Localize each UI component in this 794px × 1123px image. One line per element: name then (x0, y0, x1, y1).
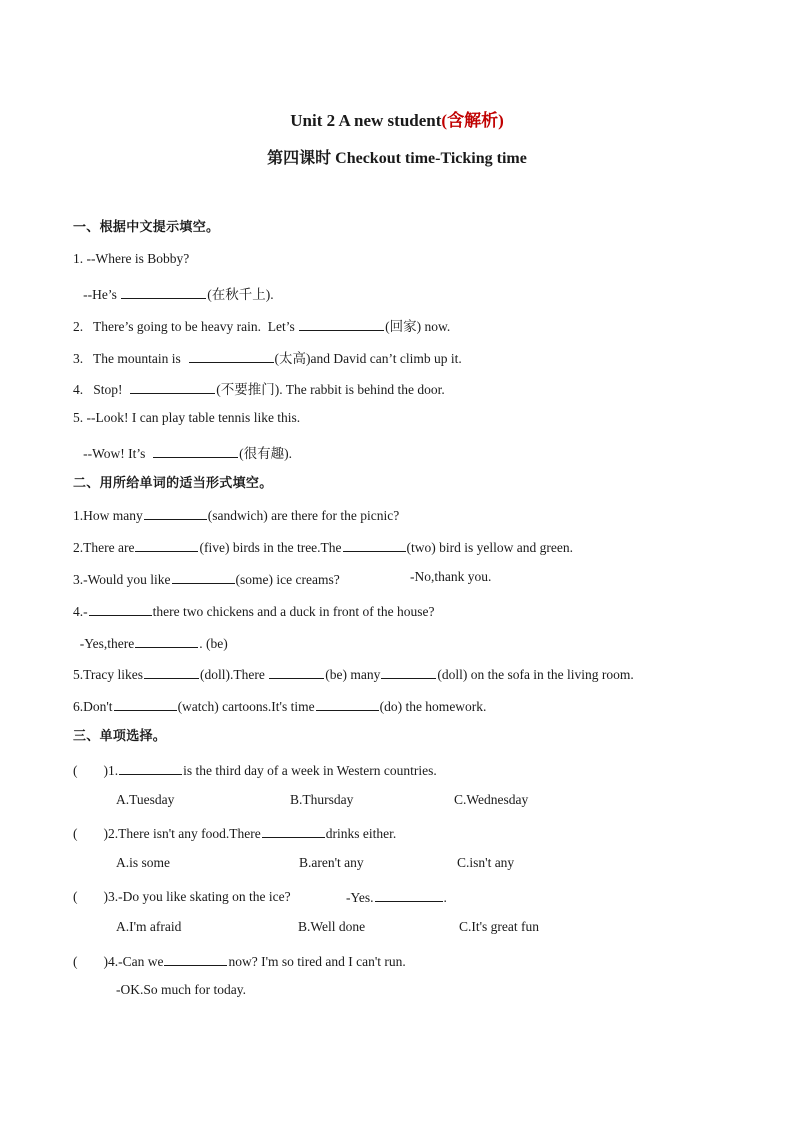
s3-q2 (73, 823, 396, 842)
answer-blank[interactable] (119, 760, 182, 775)
s2-q4-prefix: 4.- (73, 604, 88, 619)
section-3-heading: 三、单项选择。 (73, 729, 167, 744)
answer-paren-open: ( (73, 889, 78, 904)
answer-paren-open: ( (73, 954, 78, 969)
s2-q5-mid2: (be) many (325, 667, 381, 682)
s2-q3 (73, 569, 340, 588)
s3-q3 (73, 887, 291, 905)
s3-q3-prefix: )3.-Do you like skating on the ice? (103, 889, 291, 904)
s1-q5-prefix: --Wow! It’s (73, 446, 153, 461)
s3-q4-suffix: now? I'm so tired and I can't run. (228, 954, 406, 969)
s2-q2-suffix: (two) bird is yellow and green. (406, 540, 574, 555)
s2-q6-middle: (watch) cartoons.It's time (177, 699, 315, 714)
s2-q1 (73, 505, 399, 524)
answer-slot[interactable] (79, 761, 103, 775)
s3-q3-reply-prefix: -Yes. (346, 890, 374, 905)
answer-blank[interactable] (164, 951, 227, 966)
answer-paren-open: ( (73, 826, 78, 841)
s3-q2-option-c: C.isn't any (457, 855, 515, 870)
s3-q2-prefix: )2.There isn't any food.There (103, 826, 261, 841)
s2-q3-answer: -No,thank you. (410, 569, 492, 584)
s2-q6-suffix: (do) the homework. (379, 699, 487, 714)
s3-q1-option-b: B.Thursday (290, 792, 354, 807)
s3-q4-prefix: )4.-Can we (103, 954, 164, 969)
answer-blank[interactable] (343, 537, 406, 552)
title-text: Unit 2 A new student (290, 111, 442, 130)
s1-q1-hint: (在秋千上). (207, 287, 274, 302)
s3-q3-reply (346, 887, 447, 906)
answer-slot[interactable] (79, 887, 103, 901)
answer-blank[interactable] (121, 284, 206, 299)
s2-q1-suffix: (sandwich) are there for the picnic? (207, 508, 400, 523)
s2-q5 (73, 664, 634, 683)
s2-q5-suffix: (doll) on the sofa in the living room. (437, 667, 634, 682)
s1-q2-prefix: 2. There’s going to be heavy rain. Let’s (73, 319, 299, 334)
s1-q4 (73, 378, 445, 398)
answer-slot[interactable] (79, 952, 103, 966)
s3-q1-option-c: C.Wednesday (454, 792, 529, 807)
s2-q4-reply-prefix: -Yes,there (73, 636, 135, 651)
s1-q3 (73, 347, 462, 367)
s1-q5-line1: 5. --Look! I can play table tennis like this. (73, 410, 301, 425)
s2-q6-prefix: 6.Don't (73, 699, 113, 714)
s3-q1-prefix: )1. (103, 763, 119, 778)
s3-q2-option-b: B.aren't any (299, 855, 364, 870)
s3-q3-option-b: B.Well done (298, 919, 366, 934)
answer-blank[interactable] (381, 664, 436, 679)
s2-q5-prefix: 5.Tracy likes (73, 667, 143, 682)
s2-q6 (73, 696, 486, 715)
s2-q3-prefix: 3.-Would you like (73, 572, 171, 587)
s2-q5-mid1: (doll).There (200, 667, 269, 682)
answer-blank[interactable] (375, 887, 443, 902)
page-title (0, 106, 794, 131)
s1-q2 (73, 315, 450, 335)
s1-q1-prefix: --He’s (73, 287, 121, 302)
s1-q1-line1: 1. --Where is Bobby? (73, 251, 190, 266)
answer-blank[interactable] (130, 379, 215, 394)
s2-q1-prefix: 1.How many (73, 508, 143, 523)
s1-q2-hint: (回家) now. (385, 319, 451, 334)
s3-q1-suffix: is the third day of a week in Western countries. (183, 763, 437, 778)
answer-blank[interactable] (269, 664, 324, 679)
s2-q4-suffix: there two chickens and a duck in front of the house? (152, 604, 435, 619)
answer-blank[interactable] (135, 633, 198, 648)
s3-q3-reply-suffix: . (443, 890, 447, 905)
s2-q3-suffix: (some) ice creams? (235, 572, 340, 587)
answer-paren-open: ( (73, 763, 78, 778)
answer-blank[interactable] (189, 348, 274, 363)
section-1-heading: 一、根据中文提示填空。 (73, 220, 220, 235)
answer-blank[interactable] (114, 696, 177, 711)
answer-blank[interactable] (153, 443, 238, 458)
s1-q3-hint: (太高)and David can’t climb up it. (274, 351, 462, 366)
s1-q4-hint: (不要推门). The rabbit is behind the door. (216, 382, 445, 397)
s1-q5-line2 (73, 442, 292, 462)
s2-q2-middle: (five) birds in the tree.The (199, 540, 342, 555)
s2-q4-reply-suffix: . (be) (199, 636, 228, 651)
answer-blank[interactable] (135, 537, 198, 552)
s2-q4 (73, 601, 435, 620)
s3-q4-line2: -OK.So much for today. (116, 982, 246, 997)
answer-blank[interactable] (144, 505, 207, 520)
s3-q4 (73, 951, 406, 970)
answer-blank[interactable] (172, 569, 235, 584)
answer-blank[interactable] (144, 664, 199, 679)
s2-q2-prefix: 2.There are (73, 540, 135, 555)
answer-blank[interactable] (89, 601, 152, 616)
section-2-heading: 二、用所给单词的适当形式填空。 (73, 476, 273, 491)
s1-q5-hint: (很有趣). (239, 446, 293, 461)
s3-q2-option-a: A.is some (116, 855, 170, 870)
s1-q4-prefix: 4. Stop! (73, 382, 130, 397)
s3-q1 (73, 760, 437, 779)
s1-q3-prefix: 3. The mountain is (73, 351, 188, 366)
s2-q2 (73, 537, 573, 556)
s2-q4-reply (73, 633, 228, 652)
title-note: (含解析) (441, 111, 504, 130)
answer-blank[interactable] (262, 823, 325, 838)
answer-blank[interactable] (299, 316, 384, 331)
answer-blank[interactable] (316, 696, 379, 711)
s1-q1-line2 (73, 283, 274, 303)
page-subtitle: 第四课时 Checkout time-Ticking time (267, 150, 527, 167)
s3-q3-option-c: C.It's great fun (459, 919, 540, 934)
s3-q3-option-a: A.I'm afraid (116, 919, 182, 934)
s3-q2-suffix: drinks either. (325, 826, 397, 841)
s3-q1-option-a: A.Tuesday (116, 792, 175, 807)
answer-slot[interactable] (79, 824, 103, 838)
